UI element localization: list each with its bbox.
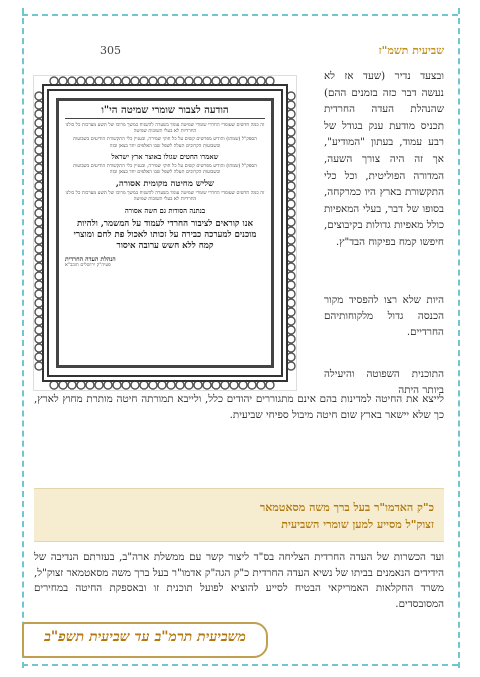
- proclamation-subheading: שאמרו החטים שגולו באוצר ארץ ישראל: [111, 152, 219, 161]
- proclamation-body-repeat: הספק"ל (שמתו) והודיע מפרשים קשים על כל חוקי שמירה, ובעניין כלי התקשורת הודיעים בשבועות ובשבועות הקרובים תעלה לשפל שבו האלפים יחד בצאן ובזה: [73, 163, 257, 176]
- proclamation-call-to-action: אנו קוראים לציבור החרדי לעמוד על המשמר, ולהיות מוכנים למערכה כבירה על זכותו לאכול פת לחם ומוצרי קמח ללא חשש ערובה איסור: [73, 218, 257, 251]
- wide-paragraph: [34, 392, 444, 423]
- body-paragraph: ועד הכשרות של העדה החרדית הצליחה בס"ד ליצור קשר עם ממשלת ארה"ב, בעזרתם הנדיבה של הידידים הנאמנים בביתו של נשיא העדה החרדית כ"ק הגה"ק אדמו"ר בעל ברך משה מסאטמאר זצוק"ל, משרד החקלאות האמריקאי הבטיח לסייע להוציא לפועל תוכנית זו ובאספקת החיטה במחירים המסובסדים.: [34, 551, 444, 610]
- column-paragraph: ובצעד נדיר (שעד אז לא נעשה דבר כזה בזמנים ההם) שהנהלת העדה החרדית תכניס מודעת ענק בגודל של רבע עמוד, בעתון "המודיע", אך זה היה צורך השעה, המדורה הפוליטית, וכל כלי התקשורת בארץ היו כמרקחה, בסופו של דבר, בעלי המאפיות כולל מאפיות גדולות בקיבוצים, חיפשו קמח בפיקוח הבד"ץ.: [324, 70, 444, 248]
- bottom-dashed-border: [22, 664, 458, 666]
- proclamation-signature-location: פעיה"ק ירושלים תובב"א: [65, 262, 111, 268]
- proclamation-bold-line: שליש מחיטה מקומית אסורה,: [115, 179, 215, 190]
- section-heading: [260, 499, 434, 533]
- footer-book-title-tab: [22, 622, 268, 658]
- footer-book-title: משביעית תרמ"ב עד שביעית תשפ"ב: [44, 629, 246, 645]
- proclamation-body: הספק"ל (שמתו) והודיע מפרשים קשים על כל חוקי שמירה, ובעניין כלי התקשורת הודיעים בשבועות ובשבועות הקרובים תעלה לשפל שבו האלפים יחד בצאן ובזה: [73, 137, 257, 149]
- column-paragraph-3: התוכנית השפוטה והיעילה ביותר היתה: [324, 368, 444, 396]
- page-header: [60, 44, 444, 60]
- proclamation-intro: זה כמה חדשים שעומדי החרדי שומרי שמיטה עומד בשערה להשגיח במשך מרוכז של תשע מערכות כל כולנו החרדיות לא בעלי תשובות שמיטה: [65, 123, 265, 135]
- proclamation-image: [34, 76, 296, 390]
- wide-paragraph-text: לייצא את החיטה למדינות בהם אינם מתגוררים יהודים כלל, ולייבא תמורתה חיטה מותרת מחוץ לארץ, כך שלא יישאר בארץ שום חיטה מיבול ספיחי שביעית.: [34, 393, 444, 421]
- proclamation-intro-repeat: זה כמה חדשים שעומדי החרדי שומרי שמיטה עומד בשערה להשגיח במשך מרוכז של תשע מערכות כל כולנו החרדיות לא בעלי תשובות שמיטה: [65, 191, 265, 203]
- proclamation-inner-frame: [56, 98, 274, 368]
- column-paragraph-2: היות שלא רצו להפסיד מקור הכנסה גדול מלקוחותיהם החרדיים.: [324, 294, 444, 338]
- right-column-text: [324, 68, 444, 261]
- page-number: 305: [100, 44, 121, 57]
- section-heading-line-2: זצוק"ל מסייע למען שומרי השביעית: [281, 518, 434, 531]
- top-dashed-border: [22, 14, 458, 16]
- left-dashed-border: [22, 8, 24, 668]
- section-heading-box: [34, 488, 444, 542]
- right-dashed-border: [458, 8, 460, 668]
- proclamation-signature: הנהלת העדה החרדית: [65, 255, 116, 263]
- running-title: שביעית תשמ"ז: [378, 44, 444, 57]
- proclamation-note: בנתנה הסודות גם חשה אסורה: [124, 206, 206, 215]
- section-heading-line-1: כ"ק האדמו"ר בעל ברך משה מסאטמאר: [259, 501, 434, 514]
- proclamation-title: הודעה לצבור שומרי שמיטה הי"ו: [65, 105, 265, 119]
